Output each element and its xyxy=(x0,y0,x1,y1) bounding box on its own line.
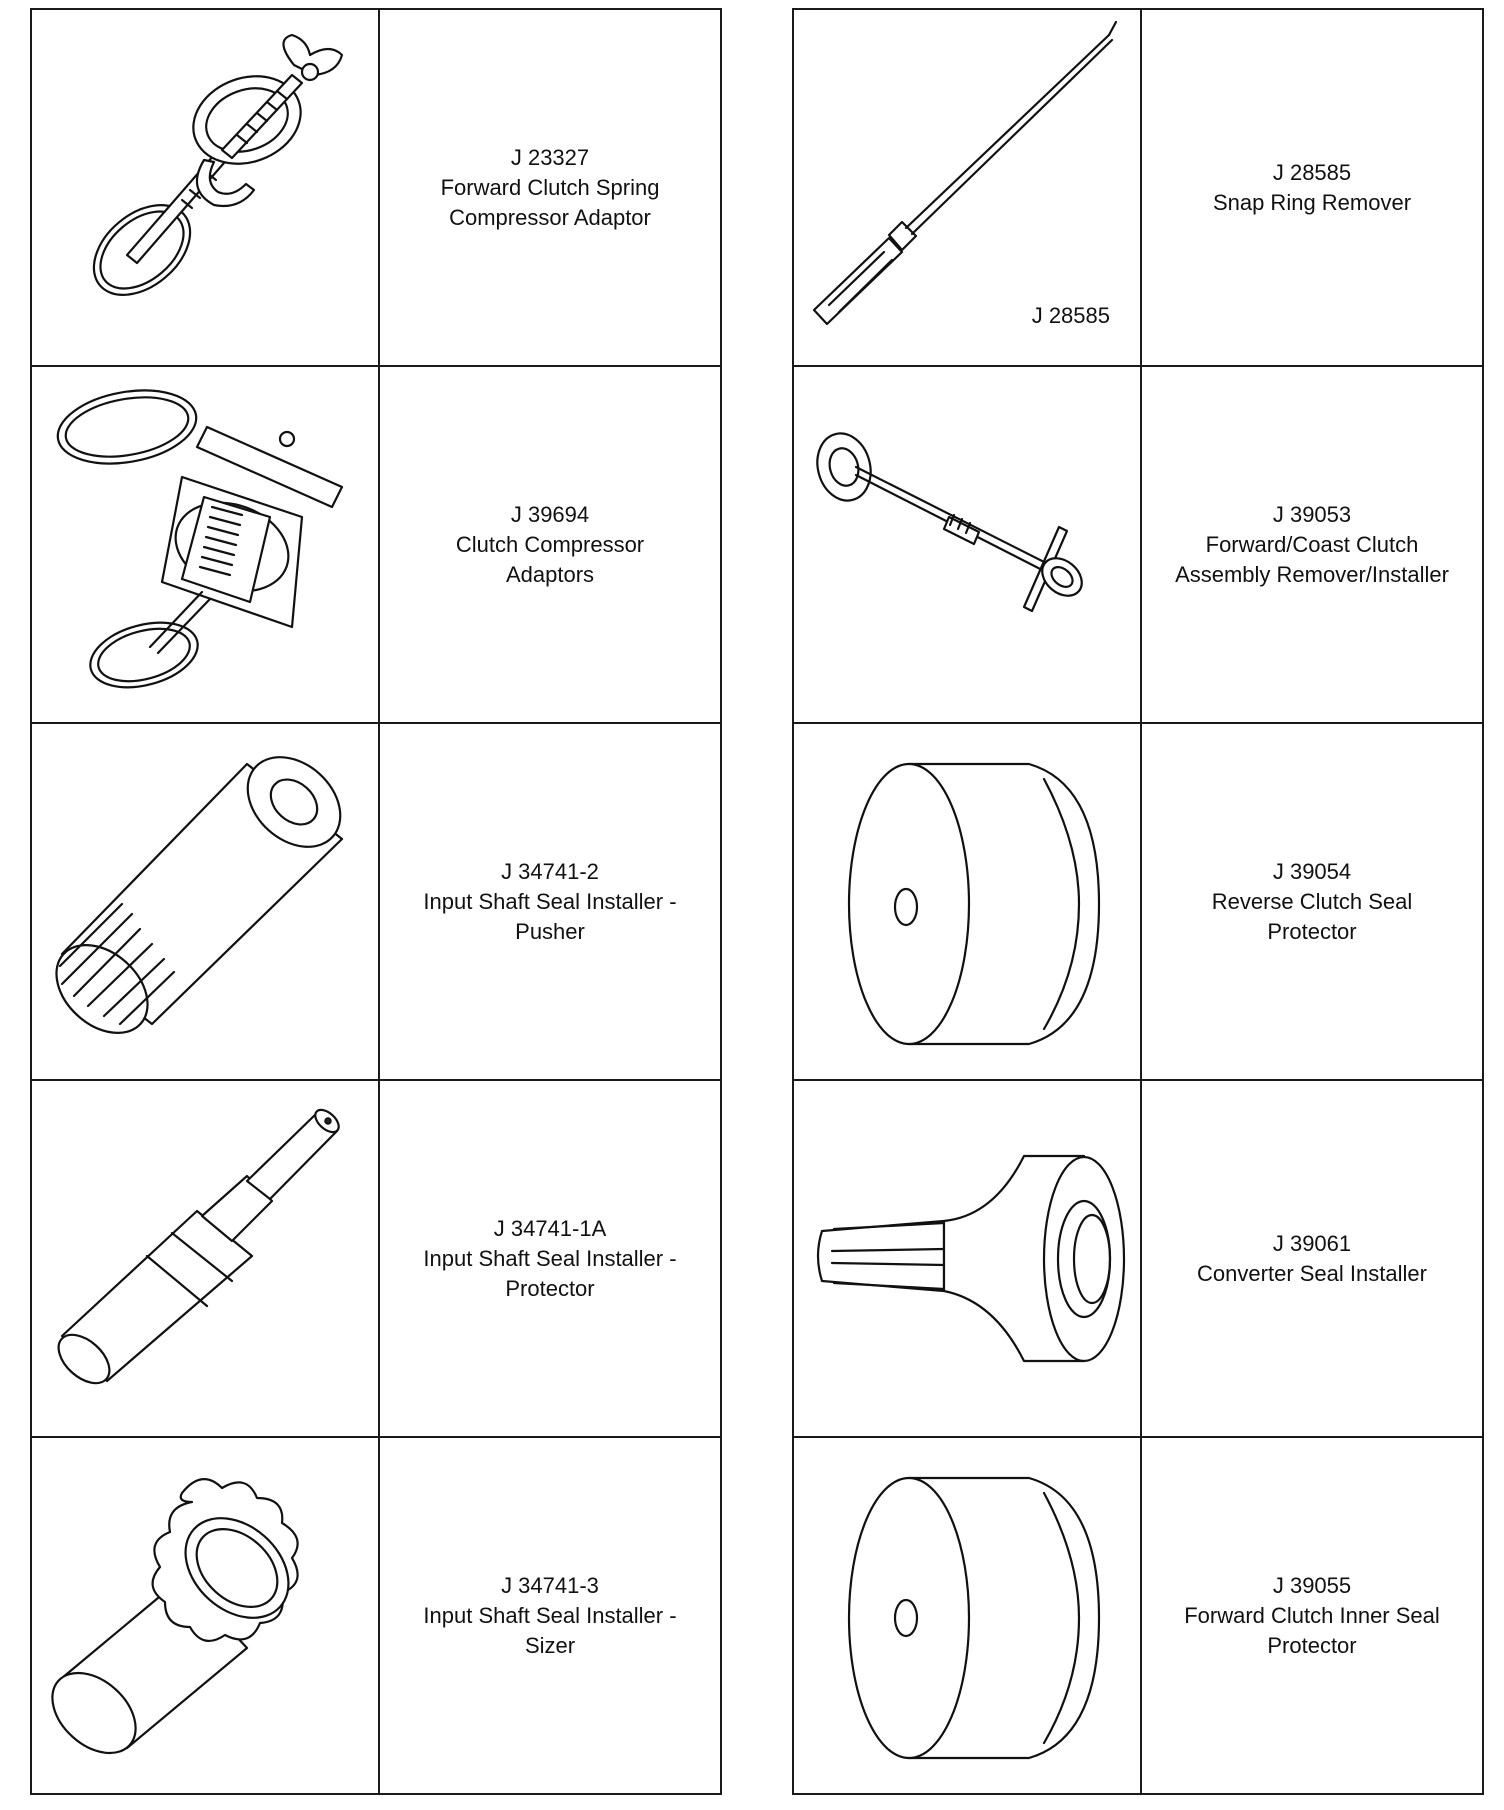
tool-illustration-cell xyxy=(793,366,1141,723)
tool-row xyxy=(793,723,1483,1080)
tool-description-cell xyxy=(379,723,721,1080)
tool-part-number: J 34741-2 xyxy=(501,858,599,884)
tool-name-line: Clutch Compressor xyxy=(455,531,645,557)
tool-name-line: Converter Seal Installer xyxy=(1197,1260,1427,1286)
tool-row xyxy=(793,1080,1483,1437)
right-tools-table xyxy=(792,8,1484,1795)
tool-illustration-cell xyxy=(31,366,379,723)
tool-row xyxy=(793,1437,1483,1794)
tool-name-line: Protector xyxy=(1267,918,1357,944)
tool-row xyxy=(31,9,721,366)
tool-illustration-cell xyxy=(31,1437,379,1794)
tool-part-number: J 34741-1A xyxy=(493,1215,607,1241)
tool-name-line: Input Shaft Seal Installer - xyxy=(423,1245,677,1271)
tool-name-line: Protector xyxy=(1267,1632,1357,1658)
tool-name-line: Input Shaft Seal Installer - xyxy=(423,888,677,914)
tool-row xyxy=(31,1437,721,1794)
tool-part-number: J 39054 xyxy=(1272,858,1352,884)
tool-illustration-cell xyxy=(31,1080,379,1437)
seal-sizer-icon xyxy=(32,1438,378,1793)
tool-name-line: Compressor Adaptor xyxy=(449,204,651,230)
clutch-remover-installer-icon xyxy=(794,367,1140,722)
tool-illustration-cell xyxy=(793,9,1141,366)
tool-description-cell xyxy=(379,366,721,723)
seal-pusher-icon xyxy=(32,724,378,1079)
reverse-seal-protector-icon xyxy=(794,724,1140,1079)
tool-illustration-cell xyxy=(31,9,379,366)
tool-part-number: J 39061 xyxy=(1272,1230,1352,1256)
tool-name-line: Assembly Remover/Installer xyxy=(1175,561,1449,587)
tool-name-line: Forward/Coast Clutch xyxy=(1205,531,1419,557)
inner-seal-protector-icon xyxy=(794,1438,1140,1793)
tool-description-cell xyxy=(1141,723,1483,1080)
tool-row xyxy=(31,1080,721,1437)
tool-row xyxy=(31,366,721,723)
tool-illustration-cell xyxy=(31,723,379,1080)
tool-name-line: Adaptors xyxy=(505,561,595,587)
converter-seal-installer-icon xyxy=(794,1081,1140,1436)
tool-description-cell xyxy=(1141,1437,1483,1794)
tool-name-line: Input Shaft Seal Installer - xyxy=(423,1602,677,1628)
tool-row xyxy=(793,366,1483,723)
tool-name-line: Protector xyxy=(505,1275,595,1301)
tool-illustration-cell xyxy=(793,1437,1141,1794)
tool-part-number: J 39055 xyxy=(1272,1572,1352,1598)
tool-illustration-cell xyxy=(793,1080,1141,1437)
image-part-label: J 28585 xyxy=(1031,303,1110,328)
tool-name-line: Reverse Clutch Seal xyxy=(1211,888,1413,914)
tool-part-number: J 39053 xyxy=(1272,501,1352,527)
tool-illustration-cell xyxy=(793,723,1141,1080)
tool-name-line: Forward Clutch Inner Seal xyxy=(1184,1602,1440,1628)
tool-description-cell xyxy=(379,9,721,366)
tool-part-number: J 23327 xyxy=(510,144,590,170)
tool-part-number: J 39694 xyxy=(510,501,590,527)
tool-part-number: J 28585 xyxy=(1272,159,1352,185)
tool-row xyxy=(793,9,1483,366)
tool-name-line: Snap Ring Remover xyxy=(1212,189,1412,215)
tool-description-cell xyxy=(1141,9,1483,366)
tool-description-cell xyxy=(379,1080,721,1437)
spring-compressor-adaptor-icon xyxy=(32,10,378,365)
tool-row xyxy=(31,723,721,1080)
tool-description-cell xyxy=(379,1437,721,1794)
tool-description-cell xyxy=(1141,1080,1483,1437)
seal-protector-shaft-icon xyxy=(32,1081,378,1436)
tool-name-line: Forward Clutch Spring xyxy=(440,174,660,200)
tool-description-cell xyxy=(1141,366,1483,723)
clutch-compressor-adaptors-icon xyxy=(32,367,378,722)
tool-name-line: Pusher xyxy=(515,918,585,944)
tool-part-number: J 34741-3 xyxy=(501,1572,599,1598)
tool-name-line: Sizer xyxy=(524,1632,576,1658)
left-tools-table xyxy=(30,8,722,1795)
